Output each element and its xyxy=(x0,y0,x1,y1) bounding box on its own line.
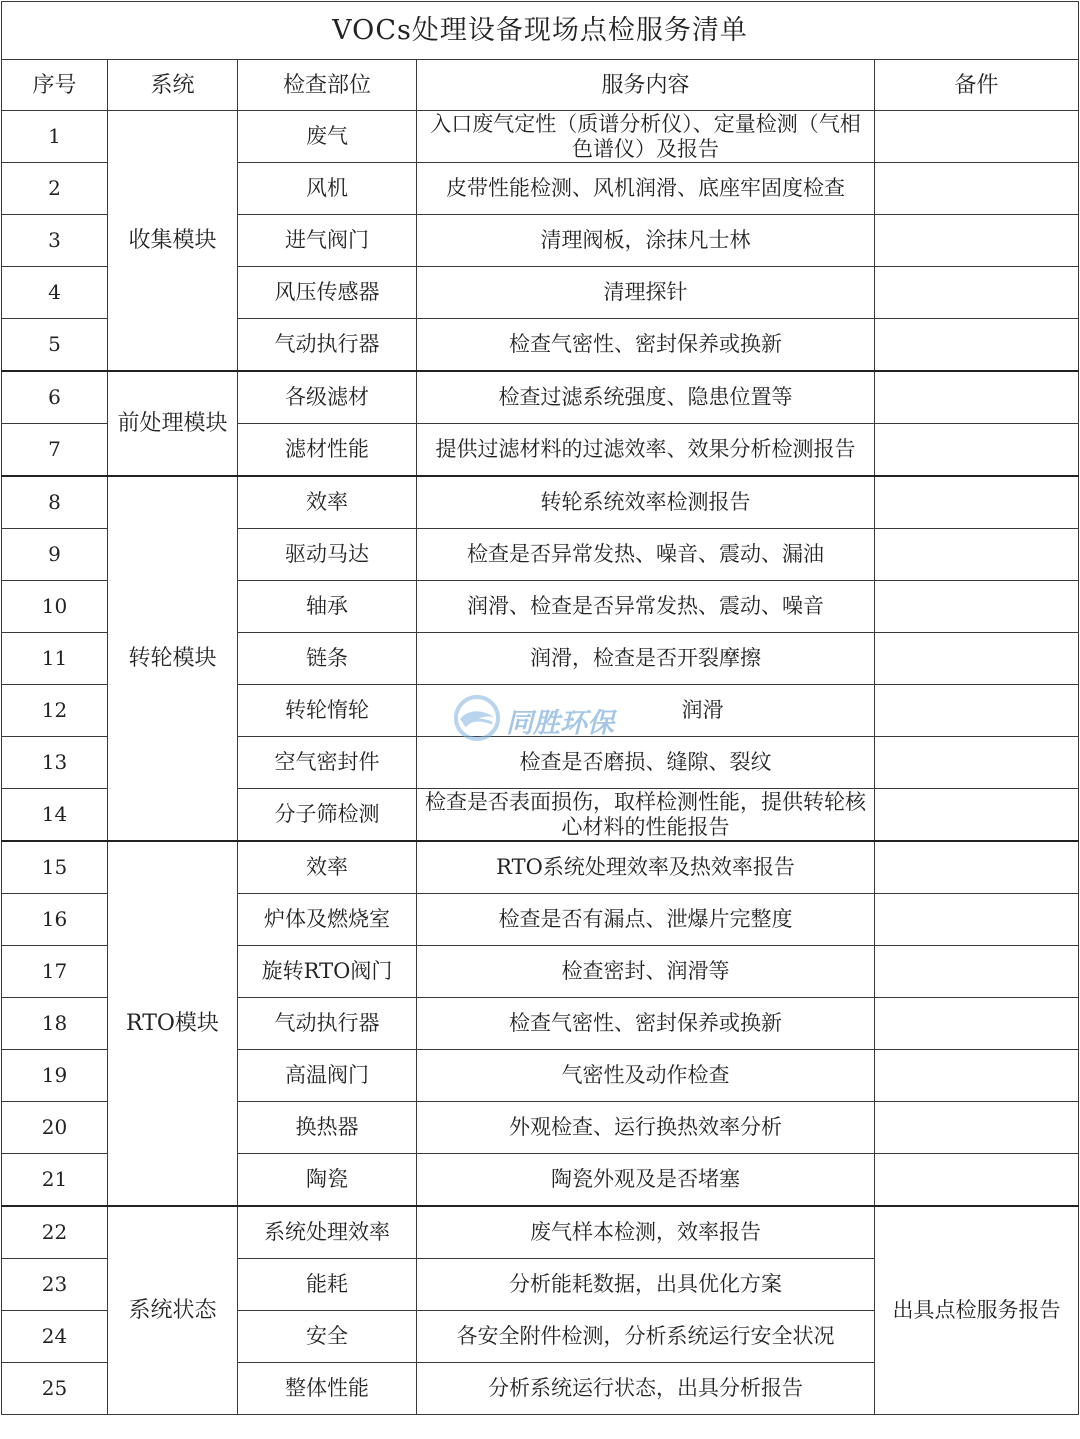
row-index: 19 xyxy=(2,1050,108,1102)
row-spare xyxy=(875,371,1079,424)
row-index: 4 xyxy=(2,267,108,319)
row-part: 气动执行器 xyxy=(238,998,417,1050)
row-spare xyxy=(875,946,1079,998)
row-index: 24 xyxy=(2,1311,108,1363)
row-part: 转轮惰轮 xyxy=(238,685,417,737)
row-spare xyxy=(875,998,1079,1050)
row-content: 入口废气定性（质谱分析仪）、定量检测（气相色谱仪）及报告 xyxy=(417,111,875,163)
row-index: 25 xyxy=(2,1363,108,1415)
row-spare xyxy=(875,633,1079,685)
row-index: 11 xyxy=(2,633,108,685)
row-content: 检查是否磨损、缝隙、裂纹 xyxy=(417,737,875,789)
row-part: 效率 xyxy=(238,476,417,529)
row-spare xyxy=(875,581,1079,633)
row-part: 陶瓷 xyxy=(238,1154,417,1207)
row-content: 转轮系统效率检测报告 xyxy=(417,476,875,529)
system-group-status: 系统状态 xyxy=(108,1206,238,1415)
row-part: 换热器 xyxy=(238,1102,417,1154)
header-content: 服务内容 xyxy=(417,60,875,111)
row-spare xyxy=(875,685,1079,737)
row-content: 检查密封、润滑等 xyxy=(417,946,875,998)
row-part: 驱动马达 xyxy=(238,529,417,581)
row-spare xyxy=(875,163,1079,215)
row-index: 3 xyxy=(2,215,108,267)
row-spare xyxy=(875,424,1079,477)
system-group-rto: RTO模块 xyxy=(108,841,238,1206)
spare-status-report: 出具点检服务报告 xyxy=(875,1206,1079,1415)
header-index: 序号 xyxy=(2,60,108,111)
row-index: 9 xyxy=(2,529,108,581)
row-index: 10 xyxy=(2,581,108,633)
row-spare xyxy=(875,894,1079,946)
row-spare xyxy=(875,1102,1079,1154)
row-content: 陶瓷外观及是否堵塞 xyxy=(417,1154,875,1207)
row-part: 能耗 xyxy=(238,1259,417,1311)
row-part: 废气 xyxy=(238,111,417,163)
row-index: 8 xyxy=(2,476,108,529)
table-row xyxy=(2,841,1079,894)
row-index: 1 xyxy=(2,111,108,163)
row-content: 润滑、检查是否异常发热、震动、噪音 xyxy=(417,581,875,633)
row-index: 16 xyxy=(2,894,108,946)
row-spare xyxy=(875,319,1079,372)
row-index: 18 xyxy=(2,998,108,1050)
row-content: 检查是否有漏点、泄爆片完整度 xyxy=(417,894,875,946)
row-part: 整体性能 xyxy=(238,1363,417,1415)
row-spare xyxy=(875,841,1079,894)
header-spare: 备件 xyxy=(875,60,1079,111)
row-spare xyxy=(875,789,1079,842)
row-spare xyxy=(875,215,1079,267)
row-content: RTO系统处理效率及热效率报告 xyxy=(417,841,875,894)
row-content: 检查是否表面损伤，取样检测性能，提供转轮核心材料的性能报告 xyxy=(417,789,875,842)
row-content: 皮带性能检测、风机润滑、底座牢固度检查 xyxy=(417,163,875,215)
row-index: 7 xyxy=(2,424,108,477)
row-index: 13 xyxy=(2,737,108,789)
row-content: 检查气密性、密封保养或换新 xyxy=(417,319,875,372)
row-spare xyxy=(875,476,1079,529)
row-index: 15 xyxy=(2,841,108,894)
row-part: 系统处理效率 xyxy=(238,1206,417,1259)
system-group-pretreatment: 前处理模块 xyxy=(108,371,238,476)
row-index: 20 xyxy=(2,1102,108,1154)
row-content: 废气样本检测，效率报告 xyxy=(417,1206,875,1259)
row-content: 分析能耗数据，出具优化方案 xyxy=(417,1259,875,1311)
row-content: 清理探针 xyxy=(417,267,875,319)
table-row xyxy=(2,1206,1079,1259)
row-index: 14 xyxy=(2,789,108,842)
system-group-rotor: 转轮模块 xyxy=(108,476,238,841)
row-part: 效率 xyxy=(238,841,417,894)
row-content: 分析系统运行状态，出具分析报告 xyxy=(417,1363,875,1415)
row-part: 高温阀门 xyxy=(238,1050,417,1102)
row-content: 检查是否异常发热、噪音、震动、漏油 xyxy=(417,529,875,581)
row-part: 滤材性能 xyxy=(238,424,417,477)
watermark-text: 同胜环保 xyxy=(506,708,614,739)
table-row xyxy=(2,371,1079,424)
system-group-collection: 收集模块 xyxy=(108,111,238,372)
row-part: 轴承 xyxy=(238,581,417,633)
row-spare xyxy=(875,737,1079,789)
row-spare xyxy=(875,267,1079,319)
header-part: 检查部位 xyxy=(238,60,417,111)
row-index: 23 xyxy=(2,1259,108,1311)
row-content: 润滑，检查是否开裂摩擦 xyxy=(417,633,875,685)
row-spare xyxy=(875,111,1079,163)
table-row xyxy=(2,111,1079,163)
row-index: 12 xyxy=(2,685,108,737)
row-content: 外观检查、运行换热效率分析 xyxy=(417,1102,875,1154)
row-index: 6 xyxy=(2,371,108,424)
document-title: VOCs处理设备现场点检服务清单 xyxy=(2,2,1079,60)
header-system: 系统 xyxy=(108,60,238,111)
row-content: 检查过滤系统强度、隐患位置等 xyxy=(417,371,875,424)
row-index: 22 xyxy=(2,1206,108,1259)
row-content: 润滑 xyxy=(417,685,875,737)
table-header-row xyxy=(2,60,1079,111)
row-content: 气密性及动作检查 xyxy=(417,1050,875,1102)
row-content: 检查气密性、密封保养或换新 xyxy=(417,998,875,1050)
row-part: 风压传感器 xyxy=(238,267,417,319)
row-part: 安全 xyxy=(238,1311,417,1363)
row-index: 5 xyxy=(2,319,108,372)
row-part: 各级滤材 xyxy=(238,371,417,424)
row-spare xyxy=(875,1154,1079,1207)
row-part: 旋转RTO阀门 xyxy=(238,946,417,998)
row-content: 提供过滤材料的过滤效率、效果分析检测报告 xyxy=(417,424,875,477)
row-content: 各安全附件检测，分析系统运行安全状况 xyxy=(417,1311,875,1363)
row-index: 21 xyxy=(2,1154,108,1207)
row-index: 17 xyxy=(2,946,108,998)
row-spare xyxy=(875,529,1079,581)
inspection-table xyxy=(1,1,1079,1415)
row-part: 风机 xyxy=(238,163,417,215)
row-spare xyxy=(875,1050,1079,1102)
row-part: 空气密封件 xyxy=(238,737,417,789)
table-row xyxy=(2,476,1079,529)
row-part: 进气阀门 xyxy=(238,215,417,267)
row-part: 气动执行器 xyxy=(238,319,417,372)
row-content: 清理阀板，涂抹凡士林 xyxy=(417,215,875,267)
row-part: 分子筛检测 xyxy=(238,789,417,842)
row-part: 链条 xyxy=(238,633,417,685)
row-part: 炉体及燃烧室 xyxy=(238,894,417,946)
row-index: 2 xyxy=(2,163,108,215)
